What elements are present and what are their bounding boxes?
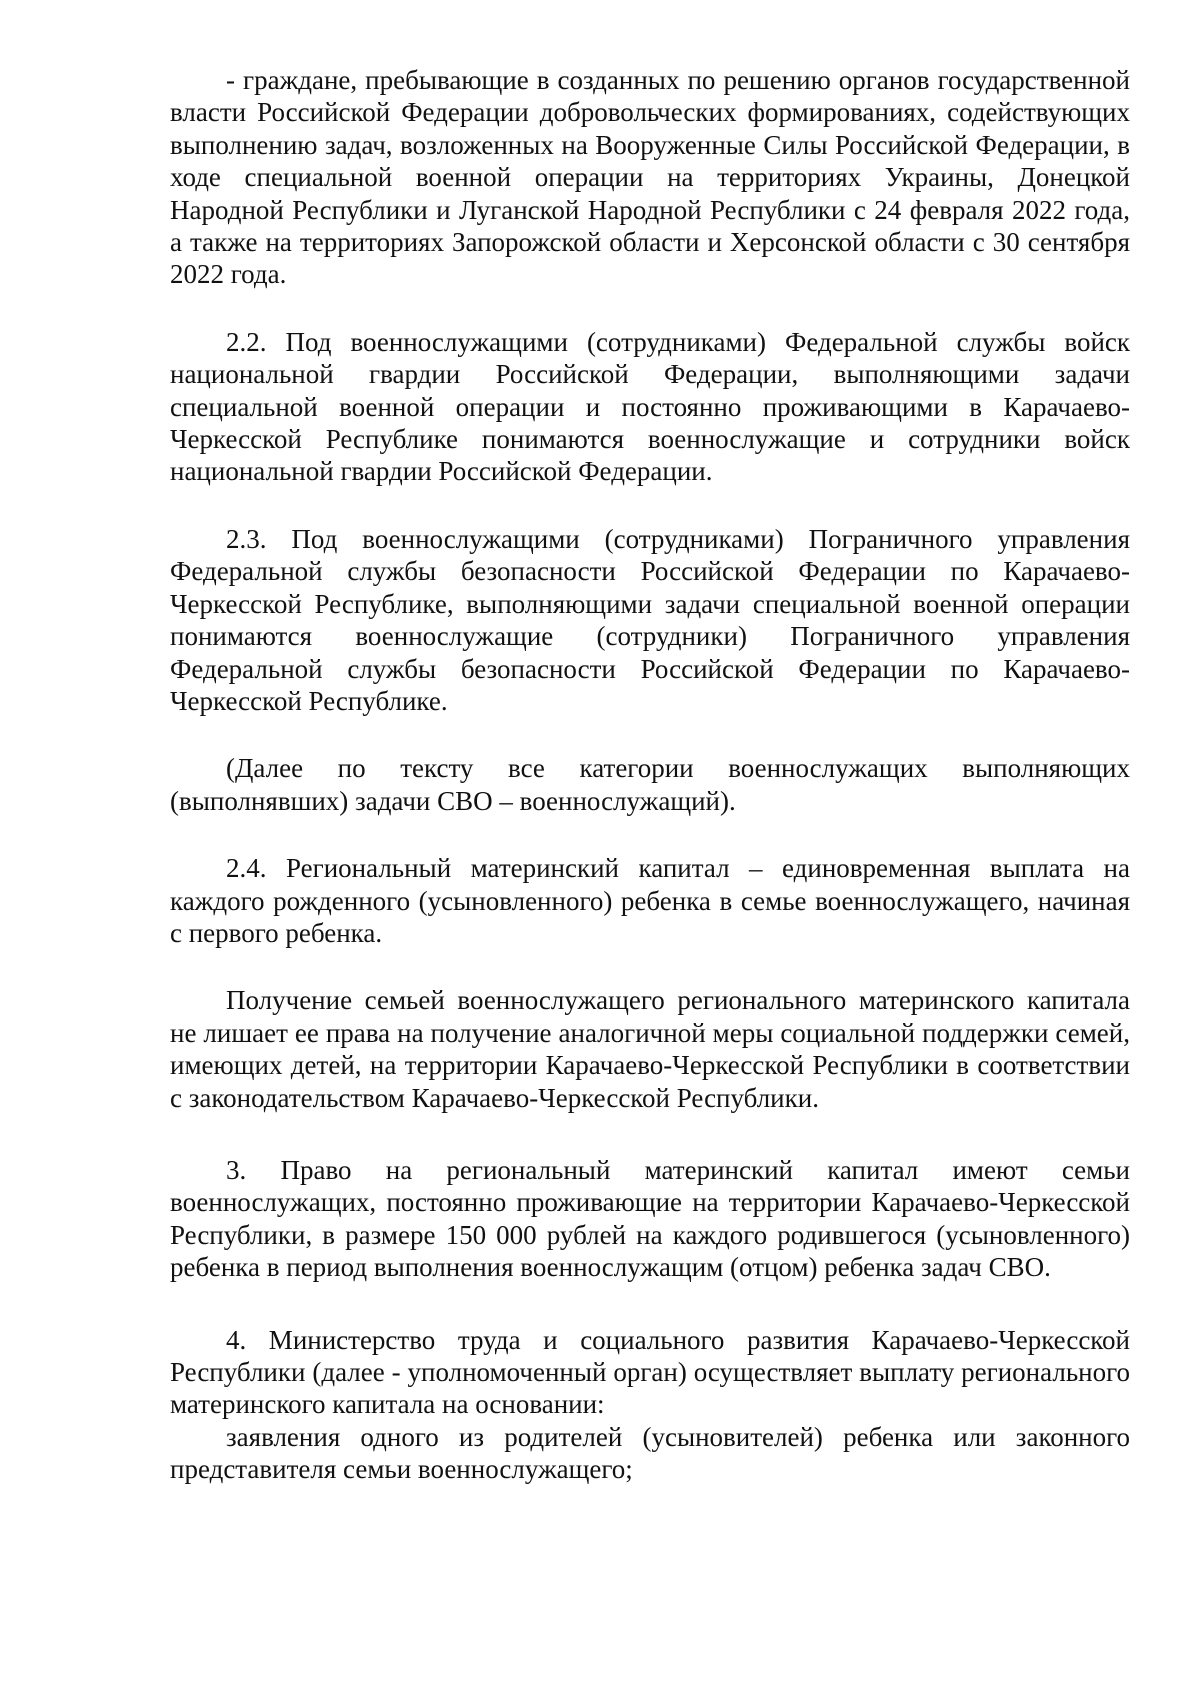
paragraph-note: (Далее по тексту все категории военнослужащих выполняющих (выполнявших) задачи СВО – военнослужащий). bbox=[170, 753, 1130, 816]
paragraph-4-application: заявления одного из родителей (усыновителей) ребенка или законного представителя семьи военнослужащего; bbox=[170, 1421, 1130, 1485]
paragraph-2-3: 2.3. Под военнослужащими (сотрудниками) Пограничного управления Федеральной службы безопасности Российской Федерации по Карачаево-Черкесской Республике, выполняющими задачи специальной военной операции понимаются военнослужащие (сотрудники) Пограничного управления Федеральной службы безопасности Российской Федерации по Карачаево-Черкесской Республике. bbox=[170, 523, 1130, 716]
paragraph-2-4: 2.4. Региональный материнский капитал – единовременная выплата на каждого рожденного (усыновленного) ребенка в семье военнослужащего, начиная с первого ребенка. bbox=[170, 853, 1130, 948]
paragraph-2-2: 2.2. Под военнослужащими (сотрудниками) Федеральной службы войск национальной гвардии Российской Федерации, выполняющими задачи специальной военной операции и постоянно проживающими в Карачаево-Черкесской Республике понимаются военнослужащие и сотрудники войск национальной гвардии Российской Федерации. bbox=[170, 326, 1130, 487]
document-page bbox=[170, 64, 1130, 1486]
paragraph-capital-rights: Получение семьей военнослужащего регионального материнского капитала не лишает ее права на получение аналогичной меры социальной поддержки семей, имеющих детей, на территории Карачаево-Черкесской Республики в соответствии с законодательством Карачаево-Черкесской Республики. bbox=[170, 985, 1130, 1113]
paragraph-3: 3. Право на региональный материнский капитал имеют семьи военнослужащих, постоянно проживающие на территории Карачаево-Черкесской Республики, в размере 150 000 рублей на каждого родившегося (усыновленного) ребенка в период выполнения военнослужащим (отцом) ребенка задач СВО. bbox=[170, 1154, 1130, 1283]
paragraph-4: 4. Министерство труда и социального развития Карачаево-Черкесской Республики (далее - уполномоченный орган) осуществляет выплату регионального материнского капитала на основании: bbox=[170, 1324, 1130, 1420]
paragraph-volunteers: - граждане, пребывающие в созданных по решению органов государственной власти Российской Федерации добровольческих формированиях, содействующих выполнению задач, возложенных на Вооруженные Силы Российской Федерации, в ходе специальной военной операции на территориях Украины, Донецкой Народной Республики и Луганской Народной Республики с 24 февраля 2022 года, а также на территориях Запорожской области и Херсонской области с 30 сентября 2022 года. bbox=[170, 65, 1130, 290]
